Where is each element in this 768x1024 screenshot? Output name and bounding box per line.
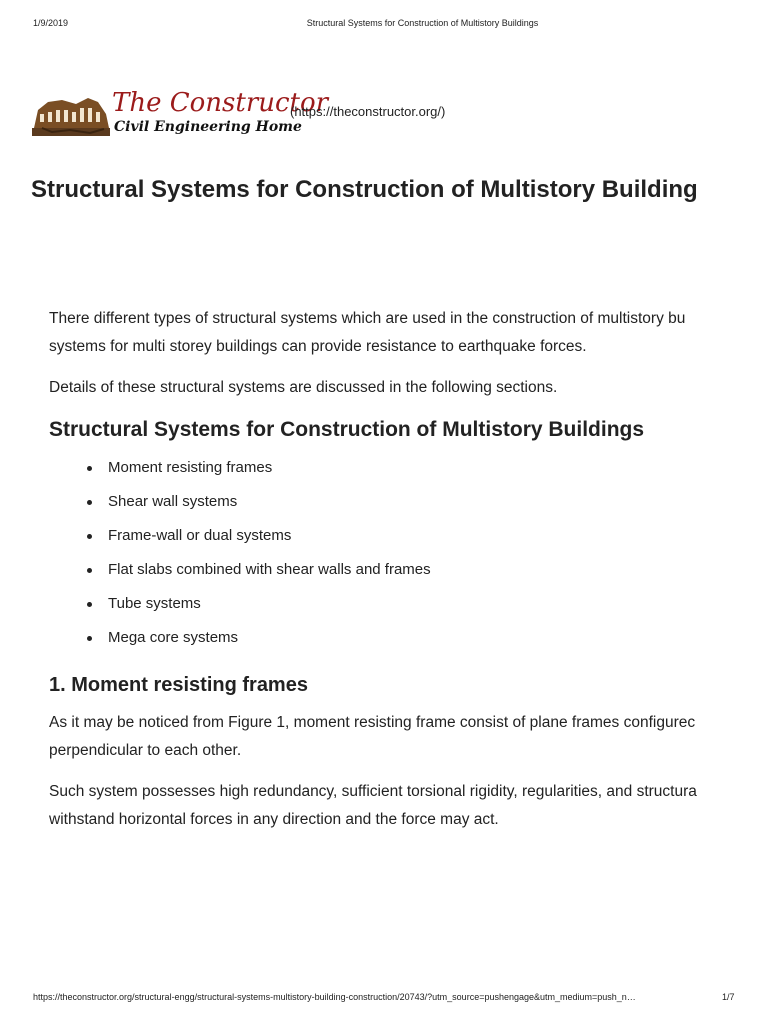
list-item: Flat slabs combined with shear walls and frames <box>87 558 768 592</box>
print-footer-url: https://theconstructor.org/structural-engg/structural-systems-multistory-building-construction/20743/?utm_source=pushengage&utm_medium=push_n… <box>33 992 636 1002</box>
print-header <box>0 18 768 32</box>
section-heading: Structural Systems for Construction of Multistory Buildings <box>49 418 645 441</box>
moment-frames-paragraph-2 <box>49 778 768 834</box>
intro-paragraph <box>49 305 768 361</box>
list-item: Tube systems <box>87 592 768 626</box>
logo-title: The Constructor <box>112 88 329 118</box>
site-logo-link[interactable] <box>32 88 732 142</box>
page-title: Structural Systems for Construction of Multistory Building <box>31 176 698 203</box>
print-document-title: Structural Systems for Construction of Multistory Buildings <box>306 18 539 28</box>
moment-frames-line-4: withstand horizontal forces in any direction and the force may act. <box>49 811 499 828</box>
logo-tagline: Civil Engineering Home <box>114 119 302 135</box>
structural-systems-list <box>49 456 768 660</box>
list-item: Frame-wall or dual systems <box>87 524 768 558</box>
moment-frames-line-2: perpendicular to each other. <box>49 742 242 759</box>
moment-frames-paragraph-1 <box>49 709 768 765</box>
intro-line-1: There different types of structural systems which are used in the construction of multistory bu <box>49 310 686 327</box>
print-page-number: 1/7 <box>722 992 735 1002</box>
list-item: Moment resisting frames <box>87 456 768 490</box>
moment-frames-line-3: Such system possesses high redundancy, sufficient torsional rigidity, regularities, and structura <box>49 783 697 800</box>
colosseum-logo-icon <box>32 92 112 140</box>
subsection-heading: 1. Moment resisting frames <box>49 674 308 696</box>
article-content <box>49 305 768 847</box>
details-paragraph: Details of these structural systems are discussed in the following sections. <box>49 379 558 396</box>
intro-line-2: systems for multi storey buildings can provide resistance to earthquake forces. <box>49 338 587 355</box>
logo-url-link[interactable]: (https://theconstructor.org/) <box>290 104 446 119</box>
list-item: Mega core systems <box>87 626 768 660</box>
moment-frames-line-1: As it may be noticed from Figure 1, moment resisting frame consist of plane frames configurec <box>49 714 696 731</box>
print-footer <box>0 992 768 1006</box>
list-item: Shear wall systems <box>87 490 768 524</box>
print-date: 1/9/2019 <box>33 18 69 28</box>
